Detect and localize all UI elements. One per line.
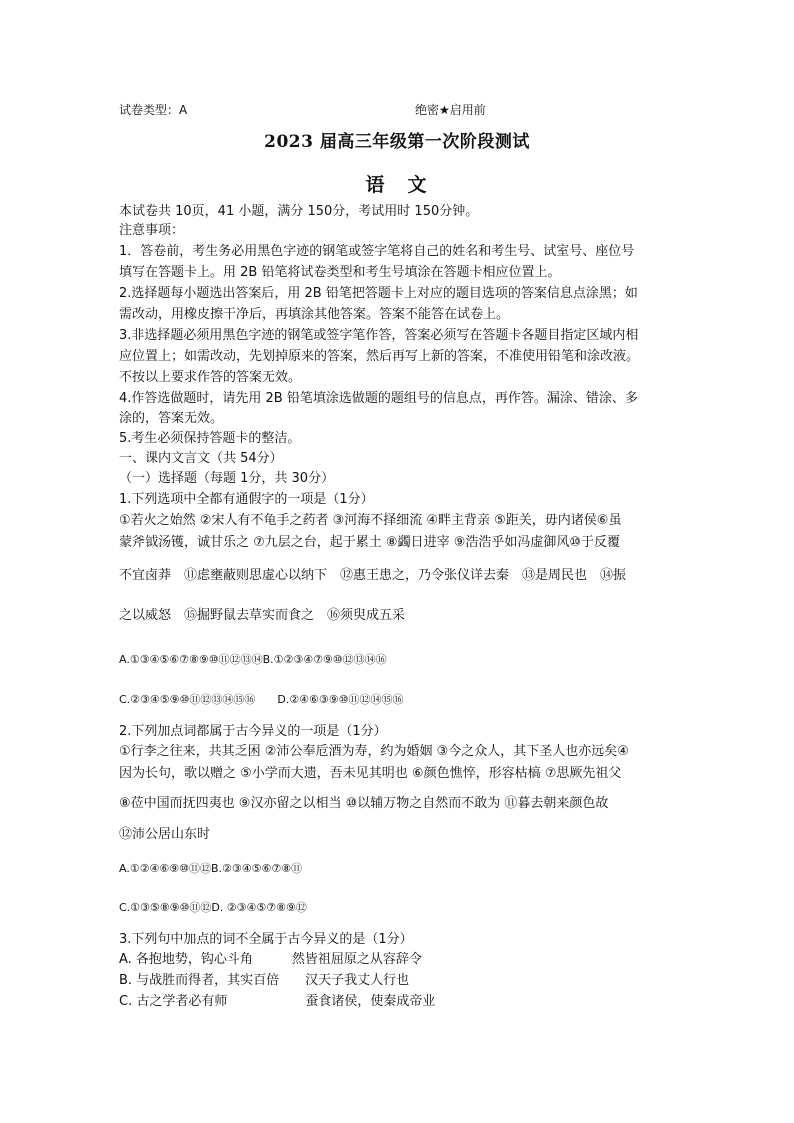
answer-option: C.②③④⑤⑨⑩⑪⑫⑬⑭⑮⑯ D.②④⑥③⑨⑩⑪⑫⑭⑮⑯ (119, 693, 404, 706)
subject-title: 语 文 (365, 174, 429, 196)
question-option: B. 与战胜而得者，其实百倍 汉天子我丈人行也 (119, 973, 410, 988)
question-stem: 2.下列加点词都属于古今异义的一项是（1分） (119, 724, 387, 739)
question-line: 因为长句，歌以赠之 ⑤小学而大遗，吾未见其明也 ⑥颜色憔悴，形容枯槁 ⑦思厥先祖父 (119, 766, 622, 781)
answer-option: C.①③⑤⑧⑨⑩⑪⑫D. ②③④⑤⑦⑧⑨⑫ (119, 901, 307, 914)
intro-line: 1．答卷前，考生务必用黑色字迹的钢笔或签字笔将自己的姓名和考生号、试室号、座位号 (119, 244, 635, 259)
intro-line: 不按以上要求作答的答案无效。 (119, 370, 302, 385)
intro-line: 需改动，用橡皮擦干净后，再填涂其他答案。答案不能答在试卷上。 (119, 307, 510, 322)
intro-line: 填写在答题卡上。用 2B 铅笔将试卷类型和考生号填涂在答题卡相应位置上。 (119, 265, 561, 280)
question-stem: 1.下列选项中全都有通假字的一项是（1分） (119, 492, 374, 507)
intro-line: 5.考生必须保持答题卡的整洁。 (119, 431, 301, 446)
question-line: ①行李之往来，共其乏困 ②沛公奉卮酒为寿，约为婚姻 ③今之众人，其下圣人也亦远矣④ (119, 744, 629, 759)
intro-line: 3.非选择题必须用黑色字迹的钢笔或签字笔作答，答案必须写在答题卡各题目指定区域内相 (119, 328, 639, 343)
question-option: A. 各抱地势，钩心斗角 然皆祖屈原之从容辞令 (119, 952, 422, 967)
question-option: C. 古之学者必有师 蚕食诸侯，使秦成帝业 (119, 994, 436, 1009)
question-line: 不宜卤莽 ⑪虑壅蔽则思虚心以纳下 ⑫惠王患之，乃令张仪详去秦 ⑬是周民也 ⑭振 (119, 568, 627, 583)
intro-line: 4.作答选做题时，请先用 2B 铅笔填涂选做题的题组号的信息点，再作答。漏涂、错涂、多 (119, 391, 638, 406)
exam-title: 2023 届高三年级第一次阶段测试 (264, 132, 530, 152)
intro-line: 本试卷共 10页，41 小题，满分 150分，考试用时 150分钟。 (119, 204, 479, 219)
answer-option: A.①③④⑤⑥⑦⑧⑨⑩⑪⑫⑬⑭B.①②③④⑦⑨⑩⑫⑬⑭⑯ (119, 653, 387, 666)
question-line: ⑫沛公居山东时 (119, 827, 211, 842)
intro-line: 应位置上；如需改动，先划掉原来的答案，然后再写上新的答案，不准使用铅笔和涂改液。 (119, 349, 640, 364)
question-line: 之以威怒 ⑮掘野鼠去草实而食之 ⑯须臾成五采 (119, 608, 406, 623)
question-line: 蒙斧钺汤镬，诚甘乐之 ⑦九层之台，起于累土 ⑧蠲日进宰 ⑨浩浩乎如冯虚御风⑩于反覆 (119, 535, 621, 550)
question-line: ⑧莅中国而抚四夷也 ⑨汉亦留之以相当 ⑩以辅万物之自然而不敢为 ⑪暮去朝来颜色故 (119, 796, 609, 811)
subsection-heading: （一）选择题（每题 1分，共 30分） (119, 471, 335, 486)
question-stem: 3.下列句中加点的词不全属于古今异义的是（1分） (119, 932, 413, 947)
section-heading: 一、课内文言文（共 54分） (119, 451, 283, 466)
secrecy-label: 绝密★启用前 (415, 103, 486, 117)
intro-line: 注意事项： (119, 223, 185, 238)
answer-option: A.①②④⑥⑨⑩⑪⑫B.②③④⑤⑥⑦⑧⑪ (119, 862, 303, 875)
intro-line: 涂的，答案无效。 (119, 411, 224, 426)
question-line: ①若火之始然 ②宋人有不龟手之药者 ③河海不择细流 ④畔主背亲 ⑤距关，毋内诸侯⑥虽 (119, 513, 622, 528)
exam-type-label: 试卷类型：A (119, 103, 188, 117)
intro-line: 2.选择题每小题选出答案后，用 2B 铅笔把答题卡上对应的题目选项的答案信息点涂黑；如 (119, 286, 638, 301)
